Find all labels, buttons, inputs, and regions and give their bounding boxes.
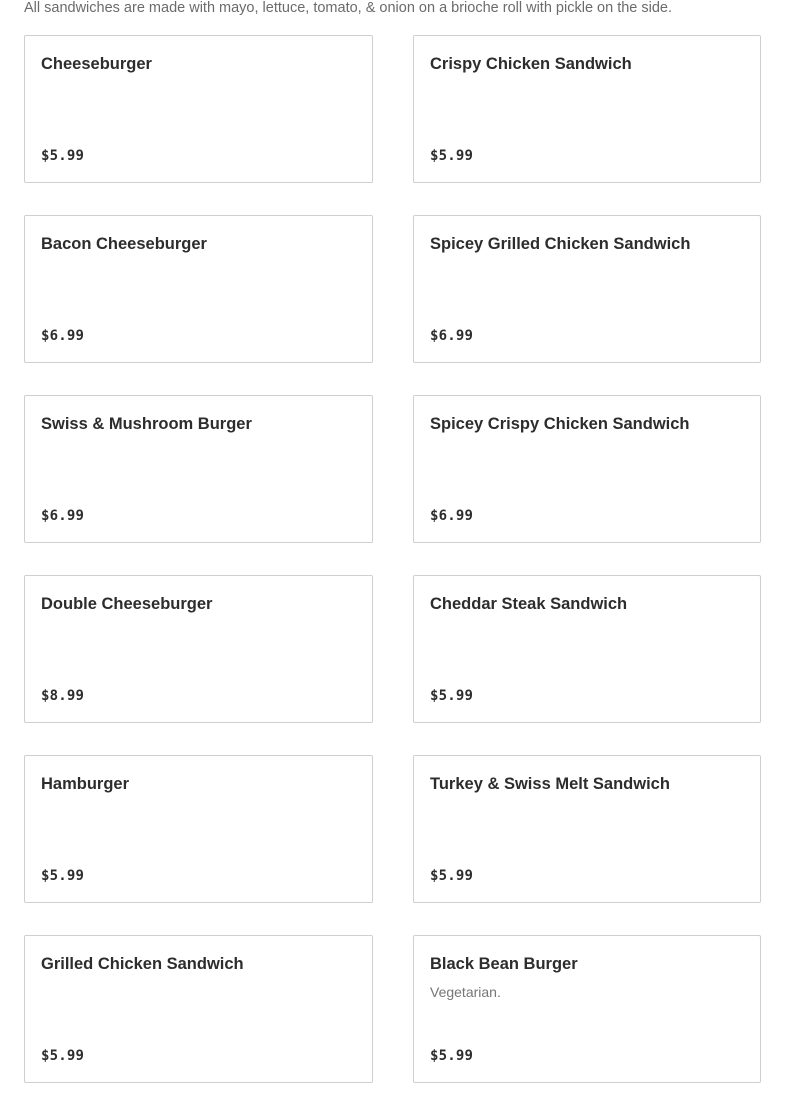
- menu-item-card[interactable]: [413, 35, 761, 183]
- menu-item-price: $6.99: [41, 328, 85, 344]
- menu-item-card[interactable]: [24, 395, 373, 543]
- menu-item-card[interactable]: [24, 35, 373, 183]
- menu-item-price: $5.99: [430, 148, 474, 164]
- menu-item-card[interactable]: [413, 215, 761, 363]
- menu-item-description: Vegetarian.: [430, 984, 501, 1000]
- menu-item-price: $5.99: [41, 868, 85, 884]
- menu-item-card[interactable]: [24, 755, 373, 903]
- menu-item-price: $5.99: [41, 148, 85, 164]
- menu-item-name: Swiss & Mushroom Burger: [41, 415, 252, 433]
- menu-items-grid: [24, 35, 761, 1083]
- menu-item-name: Crispy Chicken Sandwich: [430, 55, 632, 73]
- menu-item-name: Hamburger: [41, 775, 130, 793]
- menu-item-price: $6.99: [430, 508, 474, 524]
- menu-item-name: Double Cheeseburger: [41, 595, 213, 613]
- menu-item-name: Cheeseburger: [41, 55, 152, 73]
- section-description: All sandwiches are made with mayo, lettuce, tomato, & onion on a brioche roll with pickle on the side.: [24, 0, 673, 16]
- menu-item-name: Black Bean Burger: [430, 955, 578, 973]
- menu-item-name: Spicey Crispy Chicken Sandwich: [430, 415, 690, 433]
- menu-item-card[interactable]: [413, 575, 761, 723]
- menu-item-price: $5.99: [430, 688, 474, 704]
- menu-item-card[interactable]: [413, 755, 761, 903]
- menu-item-name: Spicey Grilled Chicken Sandwich: [430, 235, 691, 253]
- menu-item-card[interactable]: [24, 935, 373, 1083]
- menu-item-name: Bacon Cheeseburger: [41, 235, 207, 253]
- menu-item-card[interactable]: [413, 935, 761, 1083]
- menu-item-name: Grilled Chicken Sandwich: [41, 955, 244, 973]
- menu-item-card[interactable]: [413, 395, 761, 543]
- menu-item-price: $5.99: [430, 868, 474, 884]
- menu-item-price: $6.99: [430, 328, 474, 344]
- menu-item-name: Turkey & Swiss Melt Sandwich: [430, 775, 670, 793]
- menu-item-card[interactable]: [24, 575, 373, 723]
- menu-item-price: $6.99: [41, 508, 85, 524]
- menu-item-price: $5.99: [430, 1048, 474, 1064]
- menu-item-price: $5.99: [41, 1048, 85, 1064]
- menu-item-name: Cheddar Steak Sandwich: [430, 595, 628, 613]
- menu-item-card[interactable]: [24, 215, 373, 363]
- menu-item-price: $8.99: [41, 688, 85, 704]
